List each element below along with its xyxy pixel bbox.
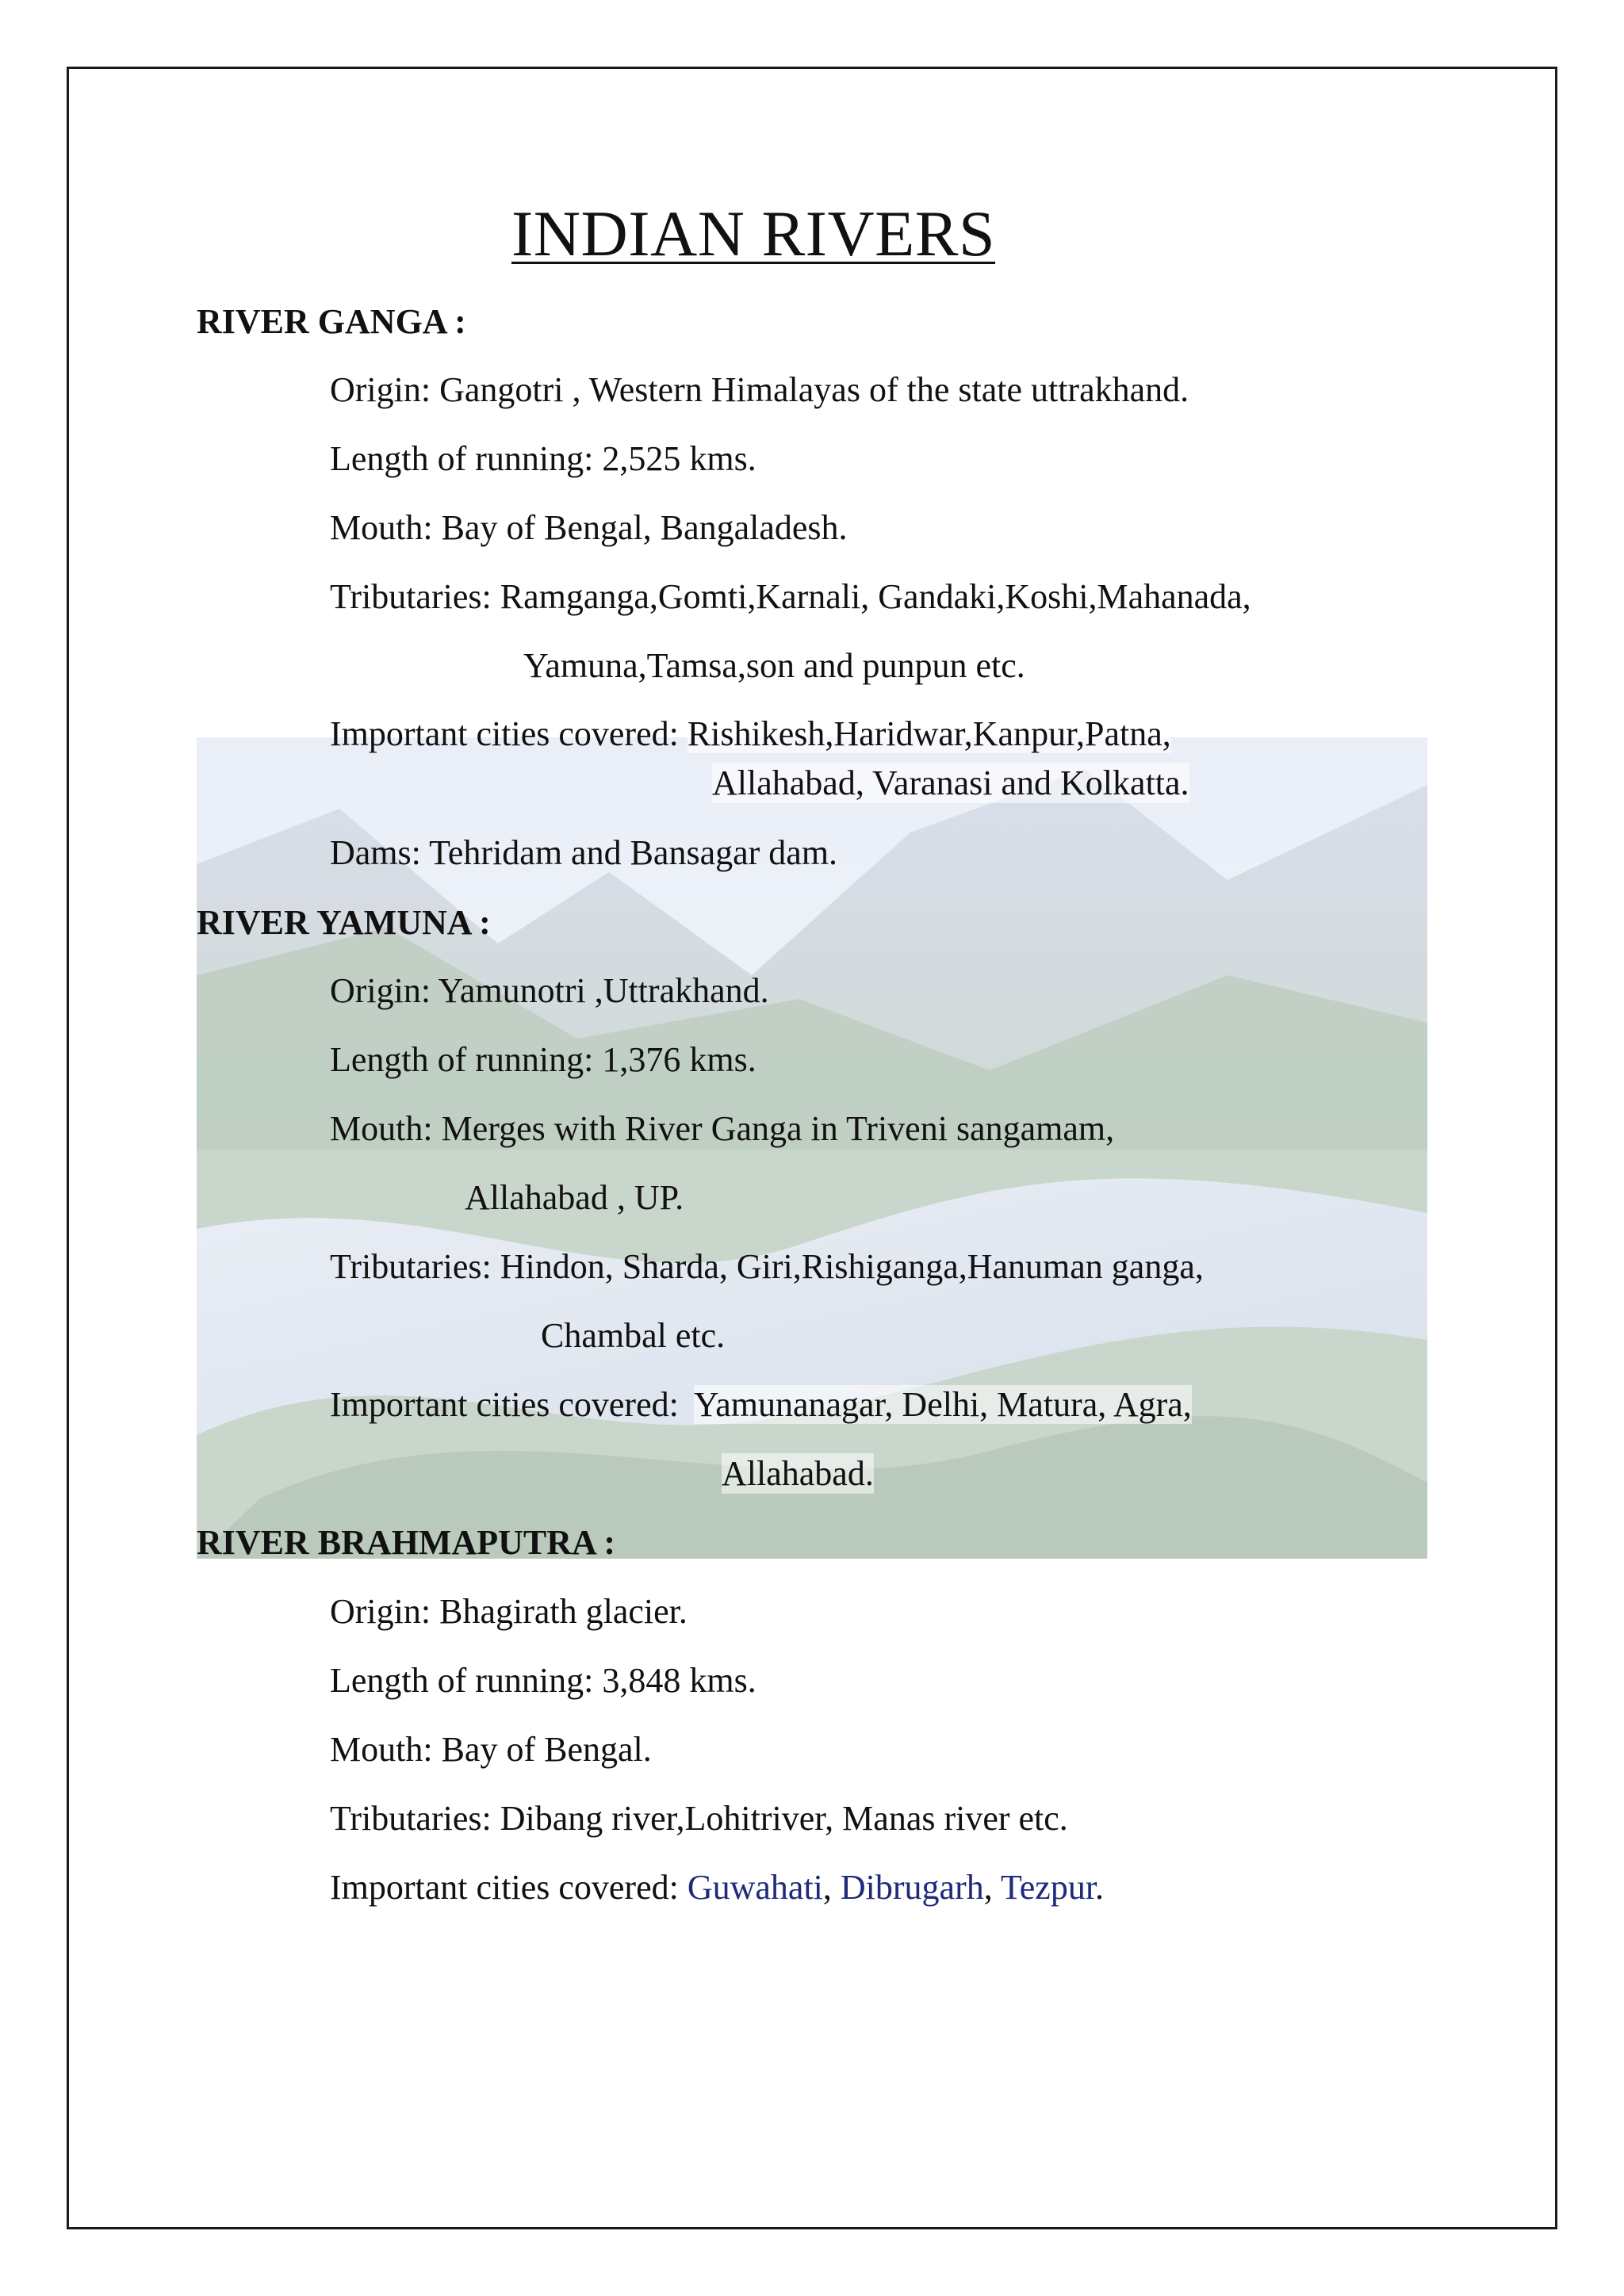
section-heading-yamuna: RIVER YAMUNA : bbox=[197, 903, 491, 942]
yamuna-tributaries: Tributaries: Hindon, Sharda, Giri,Rishiganga,Hanuman ganga, bbox=[330, 1247, 1204, 1286]
brahmaputra-cities-row bbox=[330, 1867, 1104, 1908]
brahmaputra-mouth: Mouth: Bay of Bengal. bbox=[330, 1730, 652, 1769]
section-heading-brahmaputra: RIVER BRAHMAPUTRA : bbox=[197, 1523, 615, 1562]
city-link-tezpur[interactable]: Tezpur bbox=[1000, 1868, 1096, 1907]
ganga-tributaries: Tributaries: Ramganga,Gomti,Karnali, Gandaki,Koshi,Mahanada, bbox=[330, 577, 1251, 616]
yamuna-cities-continued: Allahabad. bbox=[722, 1454, 874, 1493]
ganga-origin: Origin: Gangotri , Western Himalayas of the state uttrakhand. bbox=[330, 370, 1189, 409]
ganga-cities-continued: Allahabad, Varanasi and Kolkatta. bbox=[712, 763, 1189, 802]
ganga-cities-list: Rishikesh,Haridwar,Kanpur,Patna, bbox=[687, 714, 1171, 753]
yamuna-cities-list: Yamunanagar, Delhi, Matura, Agra, bbox=[693, 1385, 1192, 1424]
ganga-cities-row bbox=[330, 714, 1171, 754]
city-separator: , bbox=[983, 1868, 1001, 1907]
yamuna-origin: Origin: Yamunotri ,Uttrakhand. bbox=[330, 971, 769, 1010]
yamuna-cities-row bbox=[330, 1384, 1192, 1425]
yamuna-tributaries-continued: Chambal etc. bbox=[541, 1316, 726, 1355]
ganga-dams: Dams: Tehridam and Bansagar dam. bbox=[330, 833, 838, 872]
city-list-end: . bbox=[1095, 1868, 1105, 1907]
ganga-tributaries-continued: Yamuna,Tamsa,son and punpun etc. bbox=[523, 646, 1025, 685]
brahmaputra-tributaries: Tributaries: Dibang river,Lohitriver, Manas river etc. bbox=[330, 1799, 1068, 1838]
brahmaputra-origin: Origin: Bhagirath glacier. bbox=[330, 1592, 688, 1631]
city-link-guwahati[interactable]: Guwahati bbox=[687, 1868, 823, 1907]
page-title: INDIAN RIVERS bbox=[511, 197, 996, 270]
yamuna-mouth: Mouth: Merges with River Ganga in Triveni sangamam, bbox=[330, 1109, 1115, 1148]
city-link-dibrugarh[interactable]: Dibrugarh bbox=[840, 1868, 984, 1907]
yamuna-cities-label: Important cities covered: bbox=[330, 1385, 679, 1424]
ganga-mouth: Mouth: Bay of Bengal, Bangaladesh. bbox=[330, 508, 848, 547]
ganga-cities-label: Important cities covered: bbox=[330, 714, 679, 753]
brahmaputra-cities-label: Important cities covered: bbox=[330, 1868, 679, 1907]
ganga-length: Length of running: 2,525 kms. bbox=[330, 439, 756, 478]
brahmaputra-length: Length of running: 3,848 kms. bbox=[330, 1661, 756, 1700]
yamuna-length: Length of running: 1,376 kms. bbox=[330, 1040, 756, 1079]
city-separator: , bbox=[822, 1868, 841, 1907]
section-heading-ganga: RIVER GANGA : bbox=[197, 302, 466, 341]
yamuna-mouth-continued: Allahabad , UP. bbox=[465, 1178, 684, 1217]
